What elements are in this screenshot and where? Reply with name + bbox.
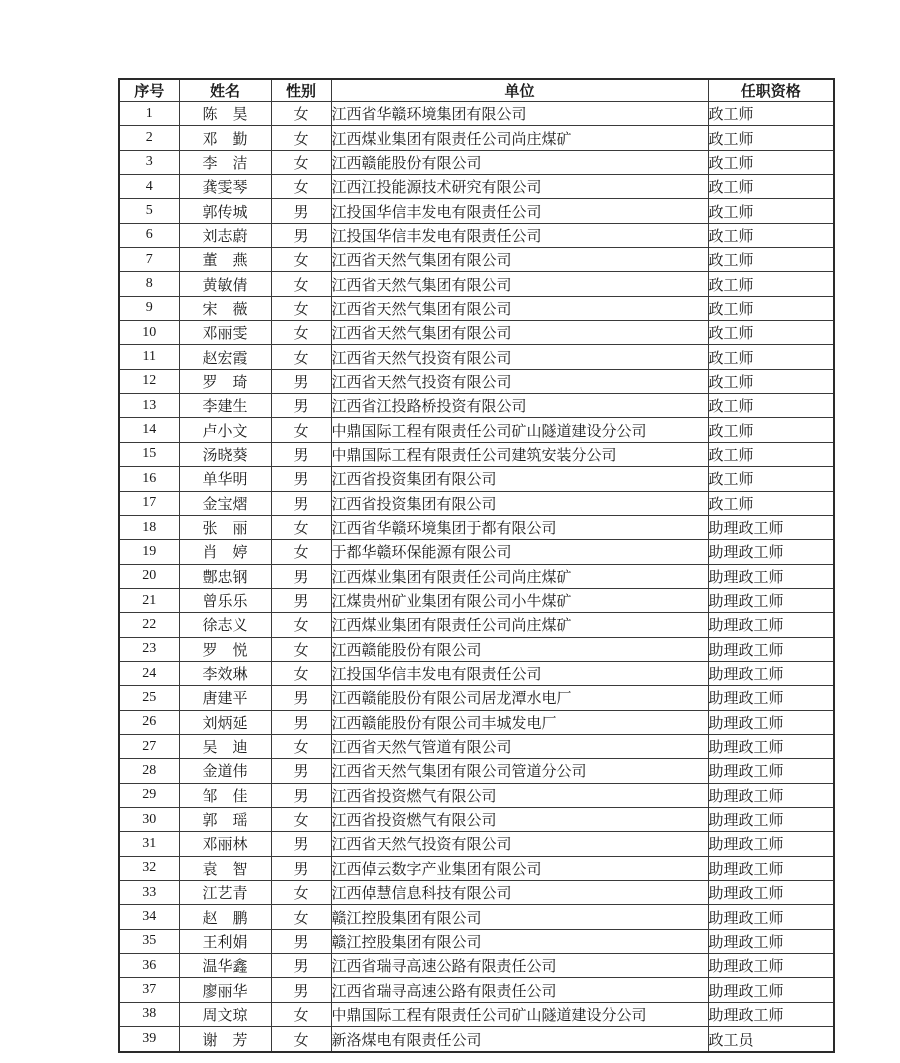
cell-serial-number: 19 <box>119 540 179 564</box>
cell-serial-number: 16 <box>119 467 179 491</box>
cell-gender: 女 <box>271 418 331 442</box>
cell-qualification: 政工师 <box>708 369 834 393</box>
cell-name: 谢 芳 <box>179 1027 271 1052</box>
cell-name: 徐志义 <box>179 613 271 637</box>
cell-qualification: 助理政工师 <box>708 881 834 905</box>
table-row <box>119 637 834 661</box>
table-row <box>119 491 834 515</box>
cell-name: 罗 悦 <box>179 637 271 661</box>
cell-name: 陈 昊 <box>179 102 271 126</box>
table-row <box>119 661 834 685</box>
table-row <box>119 540 834 564</box>
cell-organization: 江西赣能股份有限公司 <box>331 637 708 661</box>
cell-serial-number: 36 <box>119 954 179 978</box>
cell-qualification: 助理政工师 <box>708 954 834 978</box>
cell-serial-number: 7 <box>119 248 179 272</box>
cell-serial-number: 9 <box>119 296 179 320</box>
cell-gender: 男 <box>271 929 331 953</box>
table-row <box>119 710 834 734</box>
cell-organization: 新洛煤电有限责任公司 <box>331 1027 708 1052</box>
cell-serial-number: 27 <box>119 734 179 758</box>
cell-organization: 江西倬云数字产业集团有限公司 <box>331 856 708 880</box>
table-row <box>119 150 834 174</box>
cell-name: 周文琼 <box>179 1002 271 1026</box>
cell-qualification: 助理政工师 <box>708 1002 834 1026</box>
cell-gender: 女 <box>271 272 331 296</box>
cell-qualification: 助理政工师 <box>708 929 834 953</box>
cell-qualification: 政工员 <box>708 1027 834 1052</box>
cell-qualification: 政工师 <box>708 248 834 272</box>
cell-qualification: 助理政工师 <box>708 759 834 783</box>
cell-gender: 男 <box>271 442 331 466</box>
cell-gender: 女 <box>271 540 331 564</box>
cell-qualification: 助理政工师 <box>708 734 834 758</box>
cell-serial-number: 23 <box>119 637 179 661</box>
table-row <box>119 515 834 539</box>
cell-name: 郭 瑶 <box>179 807 271 831</box>
column-header-organization: 单位 <box>331 79 708 102</box>
cell-serial-number: 2 <box>119 126 179 150</box>
cell-name: 金道伟 <box>179 759 271 783</box>
cell-gender: 男 <box>271 588 331 612</box>
cell-qualification: 政工师 <box>708 442 834 466</box>
cell-name: 廖丽华 <box>179 978 271 1002</box>
cell-qualification: 政工师 <box>708 150 834 174</box>
cell-serial-number: 38 <box>119 1002 179 1026</box>
table-row <box>119 102 834 126</box>
cell-name: 邹 佳 <box>179 783 271 807</box>
cell-name: 温华鑫 <box>179 954 271 978</box>
table-row <box>119 832 834 856</box>
table-row <box>119 807 834 831</box>
cell-organization: 江西省投资集团有限公司 <box>331 467 708 491</box>
cell-name: 单华明 <box>179 467 271 491</box>
cell-qualification: 助理政工师 <box>708 905 834 929</box>
cell-qualification: 助理政工师 <box>708 637 834 661</box>
cell-qualification: 助理政工师 <box>708 807 834 831</box>
cell-gender: 男 <box>271 394 331 418</box>
table-row <box>119 783 834 807</box>
column-header-gender: 性别 <box>271 79 331 102</box>
table-row <box>119 272 834 296</box>
cell-name: 汤晓葵 <box>179 442 271 466</box>
cell-gender: 女 <box>271 905 331 929</box>
cell-qualification: 助理政工师 <box>708 564 834 588</box>
cell-name: 郭传城 <box>179 199 271 223</box>
cell-organization: 江西江投能源技术研究有限公司 <box>331 175 708 199</box>
cell-organization: 江西省天然气集团有限公司 <box>331 321 708 345</box>
cell-name: 邓丽雯 <box>179 321 271 345</box>
cell-organization: 江西省天然气集团有限公司 <box>331 296 708 320</box>
cell-serial-number: 30 <box>119 807 179 831</box>
cell-gender: 女 <box>271 248 331 272</box>
cell-name: 金宝熠 <box>179 491 271 515</box>
cell-organization: 江西省华赣环境集团有限公司 <box>331 102 708 126</box>
table-row <box>119 321 834 345</box>
cell-gender: 女 <box>271 296 331 320</box>
cell-qualification: 助理政工师 <box>708 613 834 637</box>
table-row <box>119 978 834 1002</box>
cell-organization: 江投国华信丰发电有限责任公司 <box>331 223 708 247</box>
table-header-row <box>119 79 834 102</box>
table-row <box>119 881 834 905</box>
cell-gender: 女 <box>271 734 331 758</box>
cell-gender: 女 <box>271 881 331 905</box>
cell-organization: 江投国华信丰发电有限责任公司 <box>331 199 708 223</box>
cell-organization: 中鼎国际工程有限责任公司矿山隧道建设分公司 <box>331 1002 708 1026</box>
cell-gender: 男 <box>271 564 331 588</box>
table-row <box>119 905 834 929</box>
cell-qualification: 政工师 <box>708 199 834 223</box>
cell-serial-number: 10 <box>119 321 179 345</box>
cell-serial-number: 25 <box>119 686 179 710</box>
cell-serial-number: 32 <box>119 856 179 880</box>
table-row <box>119 954 834 978</box>
cell-gender: 男 <box>271 954 331 978</box>
cell-organization: 江西省投资燃气有限公司 <box>331 783 708 807</box>
cell-serial-number: 15 <box>119 442 179 466</box>
cell-qualification: 政工师 <box>708 467 834 491</box>
cell-gender: 女 <box>271 515 331 539</box>
cell-qualification: 政工师 <box>708 175 834 199</box>
cell-serial-number: 31 <box>119 832 179 856</box>
cell-gender: 男 <box>271 978 331 1002</box>
cell-serial-number: 17 <box>119 491 179 515</box>
cell-name: 赵 鹏 <box>179 905 271 929</box>
cell-qualification: 助理政工师 <box>708 588 834 612</box>
cell-qualification: 政工师 <box>708 223 834 247</box>
table-row <box>119 1002 834 1026</box>
cell-qualification: 政工师 <box>708 296 834 320</box>
cell-organization: 于都华赣环保能源有限公司 <box>331 540 708 564</box>
cell-name: 罗 琦 <box>179 369 271 393</box>
cell-name: 李 洁 <box>179 150 271 174</box>
cell-serial-number: 1 <box>119 102 179 126</box>
cell-serial-number: 6 <box>119 223 179 247</box>
cell-name: 董 燕 <box>179 248 271 272</box>
cell-serial-number: 33 <box>119 881 179 905</box>
cell-gender: 男 <box>271 832 331 856</box>
cell-qualification: 助理政工师 <box>708 515 834 539</box>
cell-serial-number: 13 <box>119 394 179 418</box>
cell-qualification: 助理政工师 <box>708 856 834 880</box>
cell-organization: 江西省瑞寻高速公路有限责任公司 <box>331 978 708 1002</box>
cell-name: 鄷忠钢 <box>179 564 271 588</box>
cell-gender: 男 <box>271 467 331 491</box>
cell-serial-number: 35 <box>119 929 179 953</box>
cell-organization: 江西省天然气集团有限公司管道分公司 <box>331 759 708 783</box>
cell-organization: 江西省天然气投资有限公司 <box>331 832 708 856</box>
cell-organization: 江西省华赣环境集团于都有限公司 <box>331 515 708 539</box>
cell-serial-number: 29 <box>119 783 179 807</box>
cell-organization: 江西省天然气投资有限公司 <box>331 369 708 393</box>
cell-qualification: 政工师 <box>708 394 834 418</box>
cell-serial-number: 26 <box>119 710 179 734</box>
cell-organization: 赣江控股集团有限公司 <box>331 905 708 929</box>
cell-gender: 男 <box>271 783 331 807</box>
cell-gender: 男 <box>271 223 331 247</box>
qualification-roster-table <box>118 78 835 1053</box>
cell-gender: 女 <box>271 1027 331 1052</box>
cell-organization: 中鼎国际工程有限责任公司建筑安装分公司 <box>331 442 708 466</box>
cell-serial-number: 11 <box>119 345 179 369</box>
cell-gender: 男 <box>271 759 331 783</box>
cell-gender: 女 <box>271 1002 331 1026</box>
cell-name: 刘炳延 <box>179 710 271 734</box>
table-row <box>119 759 834 783</box>
cell-gender: 男 <box>271 369 331 393</box>
table-row <box>119 369 834 393</box>
cell-name: 肖 婷 <box>179 540 271 564</box>
cell-name: 李效琳 <box>179 661 271 685</box>
cell-name: 王利娟 <box>179 929 271 953</box>
cell-organization: 江西省投资燃气有限公司 <box>331 807 708 831</box>
cell-qualification: 助理政工师 <box>708 783 834 807</box>
cell-gender: 女 <box>271 150 331 174</box>
cell-serial-number: 21 <box>119 588 179 612</box>
cell-gender: 女 <box>271 613 331 637</box>
cell-qualification: 政工师 <box>708 491 834 515</box>
cell-name: 邓 勤 <box>179 126 271 150</box>
cell-organization: 江西煤业集团有限责任公司尚庄煤矿 <box>331 126 708 150</box>
table-row <box>119 345 834 369</box>
cell-qualification: 助理政工师 <box>708 832 834 856</box>
cell-gender: 女 <box>271 175 331 199</box>
table-row <box>119 734 834 758</box>
table-row <box>119 588 834 612</box>
cell-organization: 江西省天然气集团有限公司 <box>331 272 708 296</box>
cell-gender: 女 <box>271 126 331 150</box>
table-row <box>119 467 834 491</box>
cell-name: 李建生 <box>179 394 271 418</box>
cell-organization: 江西赣能股份有限公司 <box>331 150 708 174</box>
table-row <box>119 442 834 466</box>
cell-gender: 女 <box>271 102 331 126</box>
cell-qualification: 助理政工师 <box>708 710 834 734</box>
cell-serial-number: 4 <box>119 175 179 199</box>
table-row <box>119 564 834 588</box>
cell-organization: 江西省投资集团有限公司 <box>331 491 708 515</box>
cell-organization: 江西赣能股份有限公司丰城发电厂 <box>331 710 708 734</box>
cell-serial-number: 20 <box>119 564 179 588</box>
table-row <box>119 223 834 247</box>
cell-gender: 男 <box>271 856 331 880</box>
cell-gender: 男 <box>271 491 331 515</box>
cell-name: 江艺青 <box>179 881 271 905</box>
cell-serial-number: 37 <box>119 978 179 1002</box>
cell-serial-number: 8 <box>119 272 179 296</box>
cell-organization: 江投国华信丰发电有限责任公司 <box>331 661 708 685</box>
cell-name: 曾乐乐 <box>179 588 271 612</box>
cell-name: 吴 迪 <box>179 734 271 758</box>
cell-name: 袁 智 <box>179 856 271 880</box>
cell-qualification: 助理政工师 <box>708 540 834 564</box>
cell-serial-number: 5 <box>119 199 179 223</box>
cell-organization: 江西倬慧信息科技有限公司 <box>331 881 708 905</box>
table-row <box>119 296 834 320</box>
table-row <box>119 394 834 418</box>
cell-organization: 江西赣能股份有限公司居龙潭水电厂 <box>331 686 708 710</box>
table-row <box>119 418 834 442</box>
cell-gender: 女 <box>271 345 331 369</box>
cell-qualification: 政工师 <box>708 418 834 442</box>
cell-serial-number: 28 <box>119 759 179 783</box>
cell-gender: 女 <box>271 661 331 685</box>
cell-name: 唐建平 <box>179 686 271 710</box>
cell-qualification: 政工师 <box>708 272 834 296</box>
cell-organization: 江西省江投路桥投资有限公司 <box>331 394 708 418</box>
cell-serial-number: 18 <box>119 515 179 539</box>
cell-name: 邓丽林 <box>179 832 271 856</box>
cell-gender: 男 <box>271 199 331 223</box>
table-row <box>119 126 834 150</box>
table-row <box>119 1027 834 1052</box>
table-row <box>119 248 834 272</box>
cell-gender: 男 <box>271 686 331 710</box>
cell-organization: 中鼎国际工程有限责任公司矿山隧道建设分公司 <box>331 418 708 442</box>
cell-gender: 女 <box>271 807 331 831</box>
table-row <box>119 199 834 223</box>
cell-serial-number: 3 <box>119 150 179 174</box>
cell-name: 黄敏倩 <box>179 272 271 296</box>
cell-organization: 江西省瑞寻高速公路有限责任公司 <box>331 954 708 978</box>
cell-serial-number: 24 <box>119 661 179 685</box>
cell-serial-number: 12 <box>119 369 179 393</box>
cell-qualification: 助理政工师 <box>708 978 834 1002</box>
cell-organization: 江西省天然气管道有限公司 <box>331 734 708 758</box>
table-row <box>119 929 834 953</box>
table-row <box>119 613 834 637</box>
cell-organization: 江煤贵州矿业集团有限公司小牛煤矿 <box>331 588 708 612</box>
cell-serial-number: 22 <box>119 613 179 637</box>
cell-qualification: 政工师 <box>708 102 834 126</box>
cell-name: 刘志蔚 <box>179 223 271 247</box>
cell-gender: 男 <box>271 710 331 734</box>
cell-name: 龚雯琴 <box>179 175 271 199</box>
table-body <box>119 102 834 1053</box>
cell-serial-number: 14 <box>119 418 179 442</box>
cell-serial-number: 39 <box>119 1027 179 1052</box>
cell-organization: 江西省天然气投资有限公司 <box>331 345 708 369</box>
column-header-qualification: 任职资格 <box>708 79 834 102</box>
cell-qualification: 政工师 <box>708 126 834 150</box>
cell-qualification: 助理政工师 <box>708 661 834 685</box>
cell-qualification: 政工师 <box>708 321 834 345</box>
table-row <box>119 686 834 710</box>
cell-name: 卢小文 <box>179 418 271 442</box>
cell-qualification: 助理政工师 <box>708 686 834 710</box>
cell-serial-number: 34 <box>119 905 179 929</box>
cell-organization: 赣江控股集团有限公司 <box>331 929 708 953</box>
cell-gender: 女 <box>271 637 331 661</box>
cell-name: 赵宏霞 <box>179 345 271 369</box>
column-header-serial-number: 序号 <box>119 79 179 102</box>
table-row <box>119 856 834 880</box>
cell-organization: 江西煤业集团有限责任公司尚庄煤矿 <box>331 564 708 588</box>
column-header-name: 姓名 <box>179 79 271 102</box>
cell-name: 宋 薇 <box>179 296 271 320</box>
cell-name: 张 丽 <box>179 515 271 539</box>
cell-qualification: 政工师 <box>708 345 834 369</box>
cell-organization: 江西省天然气集团有限公司 <box>331 248 708 272</box>
cell-organization: 江西煤业集团有限责任公司尚庄煤矿 <box>331 613 708 637</box>
cell-gender: 女 <box>271 321 331 345</box>
table-row <box>119 175 834 199</box>
